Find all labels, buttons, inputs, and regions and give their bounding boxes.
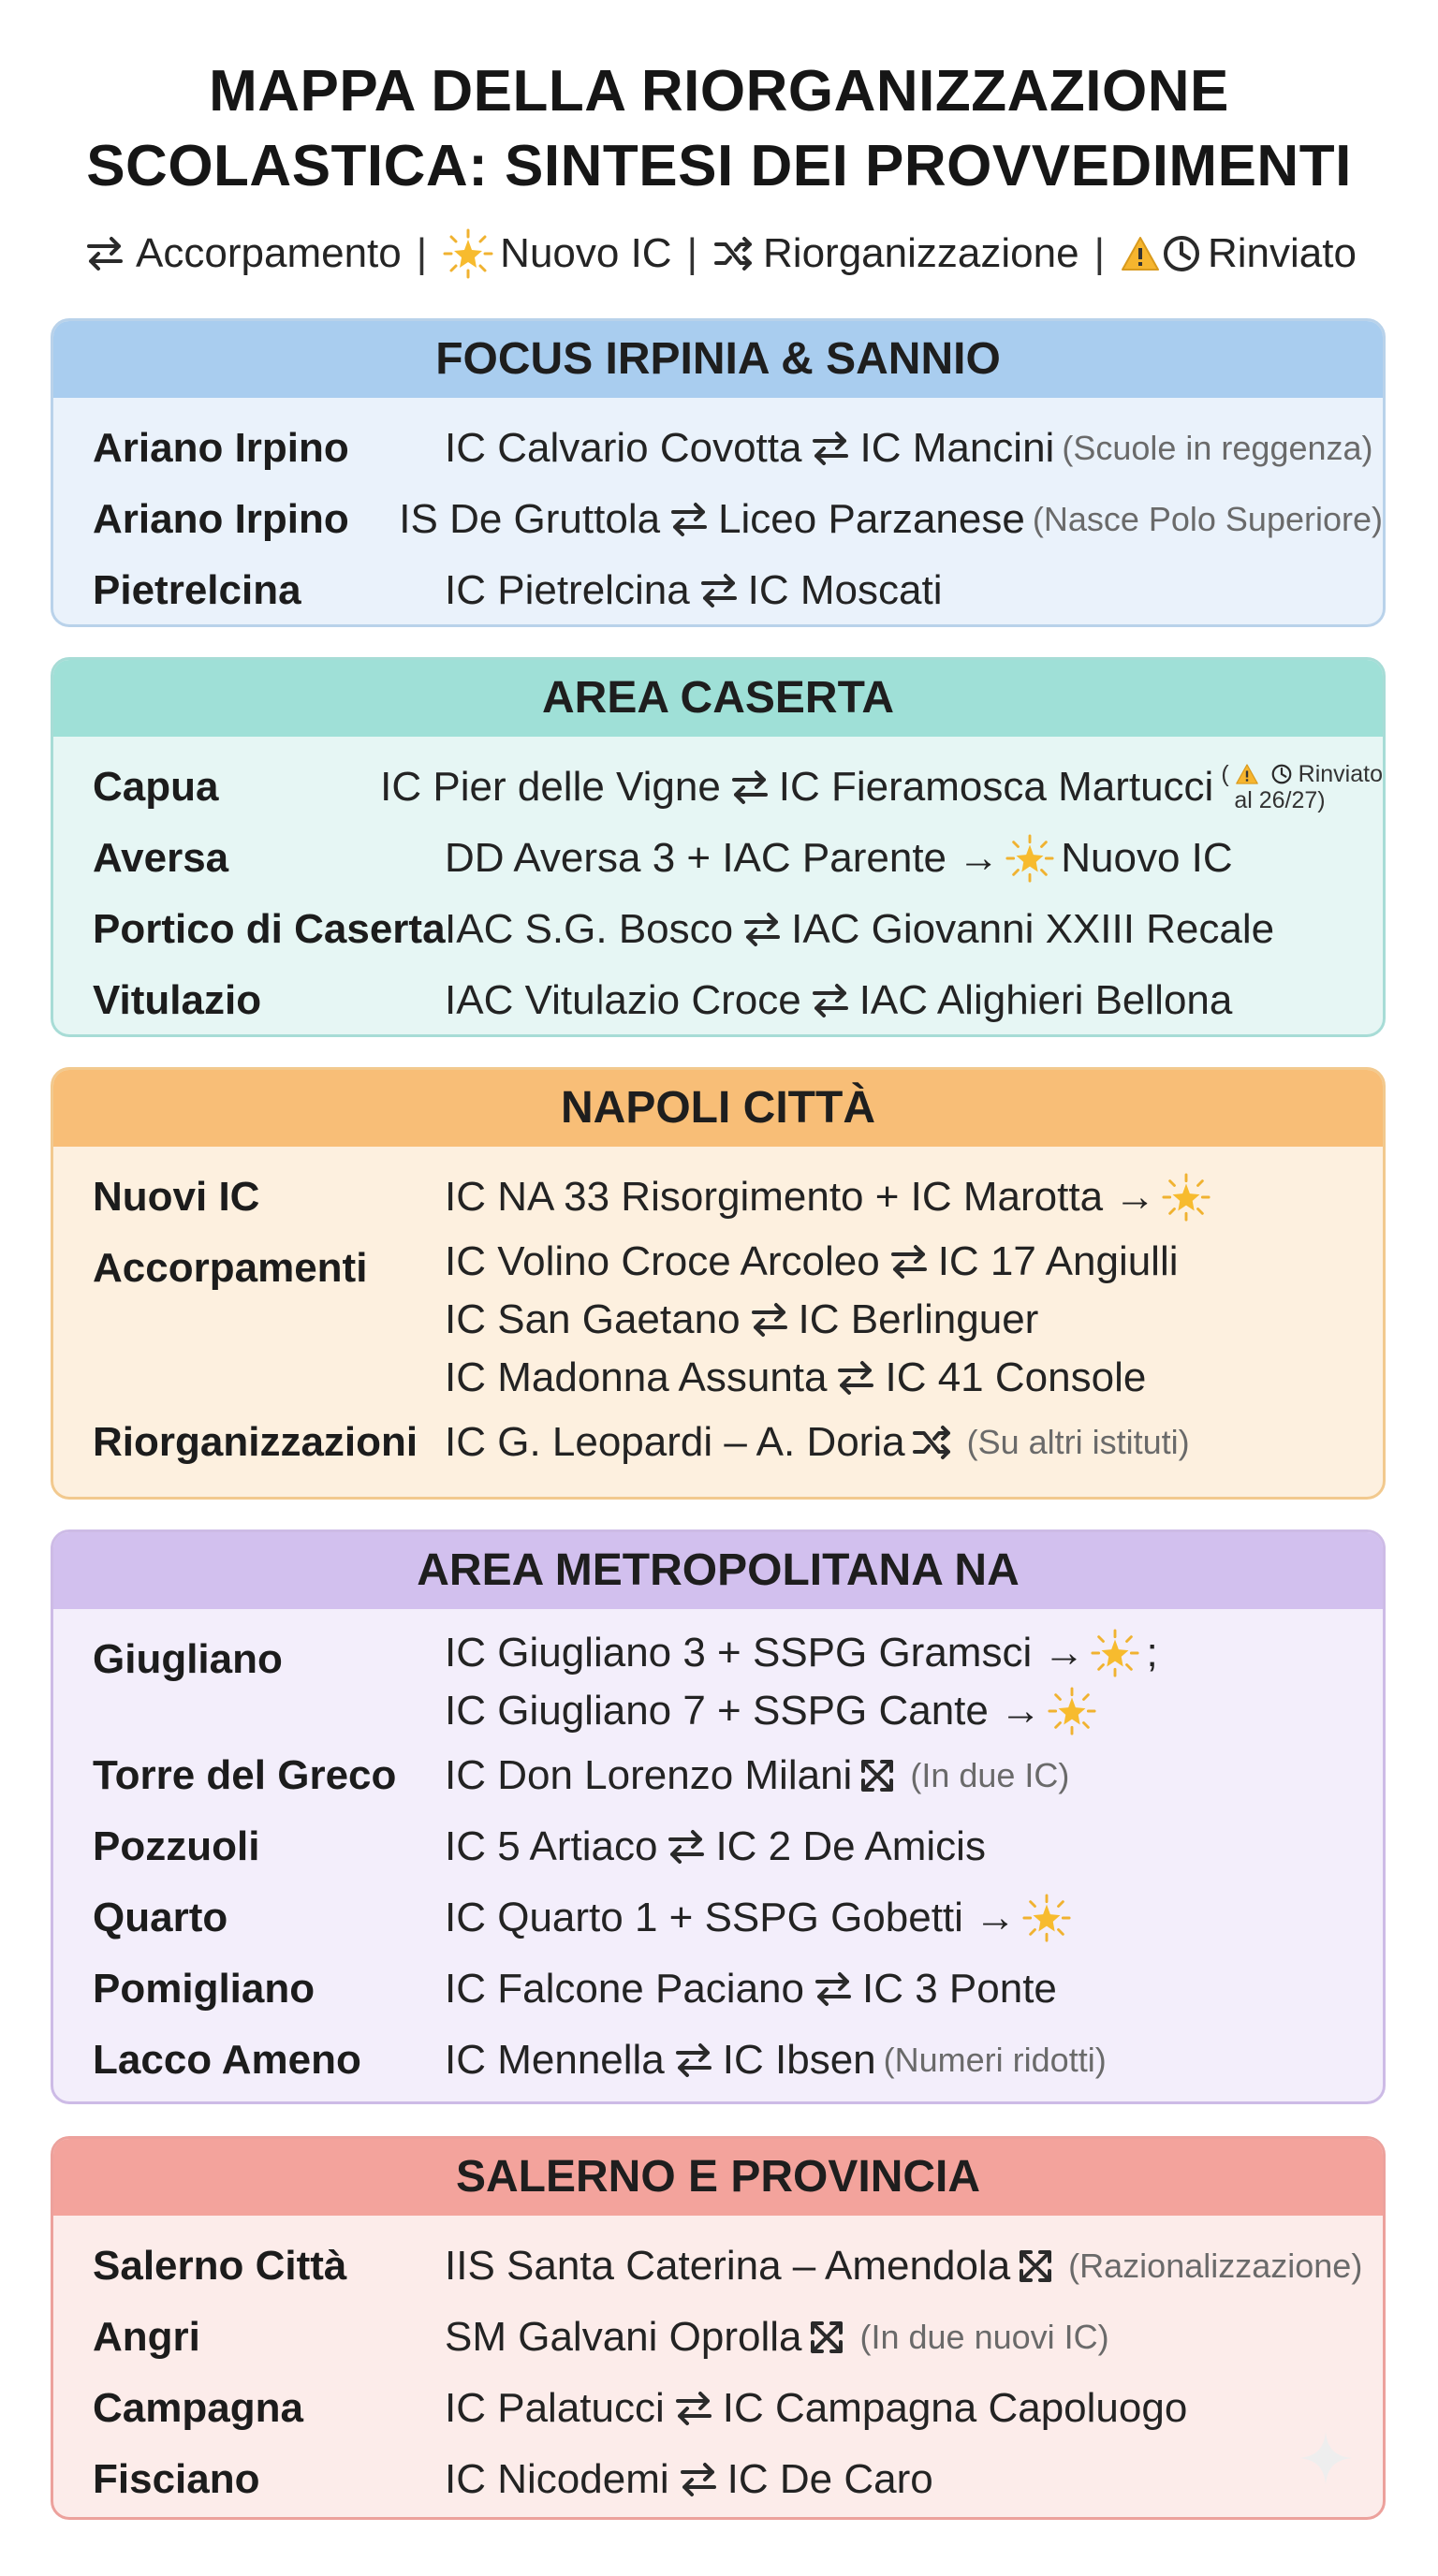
row-entries [445, 1811, 1383, 1882]
section-title: FOCUS IRPINIA & SANNIO [53, 321, 1383, 398]
table-row [53, 2025, 1383, 2096]
entry-text: IC 5 Artiaco [445, 1823, 658, 1869]
swap-arrows-icon [886, 1243, 932, 1281]
section-area-caserta [51, 657, 1386, 1037]
table-row [53, 2231, 1383, 2302]
row-entries [445, 894, 1383, 965]
legend-item-nuovo-ic [442, 227, 671, 280]
table-row [53, 2302, 1383, 2373]
warning-icon [1235, 763, 1259, 785]
row-entries [445, 1954, 1383, 2025]
row-entries [445, 823, 1383, 894]
row-label: Pomigliano [93, 1966, 315, 2012]
entry-note: (Scuole in reggenza) [1062, 429, 1373, 467]
row-entries [445, 555, 1383, 626]
entry-text: IAC Giovanni XXIII Recale [791, 906, 1275, 952]
swap-arrows-icon [675, 2461, 722, 2498]
table-row [53, 1407, 1383, 1478]
legend-separator: | [686, 230, 698, 276]
star-icon [1021, 1893, 1072, 1943]
section-salerno-provincia [51, 2136, 1386, 2520]
row-entries [445, 1624, 1383, 1740]
entry-text: IC San Gaetano [445, 1296, 741, 1342]
swap-arrows-icon [670, 2390, 717, 2427]
entry [445, 2025, 1383, 2096]
legend-item-rinviato [1120, 230, 1357, 277]
entry-note: (In due nuovi IC) [859, 2318, 1109, 2356]
entry-text: IC Pier delle Vigne [380, 764, 721, 810]
table-row [53, 2444, 1383, 2515]
row-label: Aversa [93, 835, 229, 881]
entry [445, 1682, 1383, 1740]
entry-note: (Numeri ridotti) [883, 2041, 1107, 2079]
row-label: Riorganizzazioni [93, 1419, 418, 1465]
title-line-1: MAPPA DELLA RIORGANIZZAZIONE [209, 59, 1229, 124]
postponed-paren: ( [1221, 761, 1229, 787]
entry [445, 1954, 1383, 2025]
row-label: Capua [93, 764, 219, 810]
entry-text: Liceo Parzanese [718, 496, 1025, 542]
legend-separator: | [416, 230, 428, 276]
section-napoli-citta [51, 1067, 1386, 1500]
entry [445, 1740, 1383, 1811]
section-area-metropolitana-na [51, 1530, 1386, 2104]
entry [399, 484, 1383, 555]
row-label: Campagna [93, 2385, 303, 2431]
row-label: Salerno Città [93, 2243, 347, 2289]
legend-item-accorpamento [81, 230, 402, 277]
star-icon [1161, 1172, 1211, 1222]
table-row [53, 1233, 1383, 1407]
entry-text: IC Mennella [445, 2037, 665, 2083]
entry-text: Nuovo IC [1061, 835, 1233, 881]
entry-text: IC Nicodemi [445, 2456, 669, 2502]
entry-text: IC Mancini [859, 425, 1055, 471]
row-entries [445, 413, 1383, 484]
row-entries [445, 965, 1383, 1036]
postponed-note-top [1221, 761, 1383, 787]
section-title: SALERNO E PROVINCIA [53, 2139, 1383, 2216]
entry-text: IIS Santa Caterina – Amendola [445, 2243, 1011, 2289]
shuffle-icon [911, 1424, 954, 1461]
star-icon [442, 227, 494, 280]
table-row [53, 752, 1383, 823]
entry [445, 1811, 1383, 1882]
postponed-note [1221, 761, 1383, 813]
swap-arrows-icon [807, 430, 854, 467]
entry [445, 1407, 1383, 1478]
entry [445, 1233, 1383, 1291]
warning-icon [1120, 235, 1161, 272]
section-title: AREA CASERTA [53, 660, 1383, 737]
sparkle-icon [1296, 2428, 1356, 2493]
entry-text: IC Berlinguer [798, 1296, 1039, 1342]
title-line-2: SCOLASTICA: SINTESI DEI PROVVEDIMENTI [86, 134, 1352, 198]
star-icon [1005, 833, 1055, 884]
swap-arrows-icon [663, 1828, 710, 1866]
row-entries [445, 2025, 1383, 2096]
entry [445, 894, 1383, 965]
entry [445, 413, 1383, 484]
entry-text: IC G. Leopardi – A. Doria [445, 1419, 905, 1465]
entry [445, 1349, 1383, 1407]
entry-note: (Nasce Polo Superiore) [1032, 500, 1383, 538]
entry-text: IC Falcone Paciano [445, 1966, 804, 2012]
row-entries [445, 2444, 1383, 2515]
section-body [53, 2216, 1383, 2515]
row-entries [445, 1162, 1383, 1233]
table-row [53, 484, 1383, 555]
page-title [0, 54, 1438, 204]
entry-text: IC Madonna Assunta [445, 1354, 828, 1400]
entry-text: IC Don Lorenzo Milani [445, 1752, 853, 1798]
swap-arrows-icon [666, 501, 712, 538]
row-label: Fisciano [93, 2456, 260, 2502]
table-row [53, 894, 1383, 965]
entry [445, 965, 1383, 1036]
row-label: Nuovi IC [93, 1174, 260, 1220]
row-label: Giugliano [93, 1636, 283, 1682]
entry-text: IC 17 Angiulli [937, 1238, 1179, 1284]
table-row [53, 1740, 1383, 1811]
row-label: Angri [93, 2314, 200, 2360]
entry-text: IC NA 33 Risorgimento + IC Marotta → [445, 1174, 1156, 1220]
entry-text: SM Galvani Oprolla [445, 2314, 802, 2360]
swap-arrows-icon [810, 1970, 857, 2008]
row-entries [445, 2373, 1383, 2444]
swap-arrows-icon [670, 2042, 717, 2079]
row-label: Accorpamenti [93, 1245, 368, 1291]
table-row [53, 1954, 1383, 2025]
entry-text: IC Moscati [747, 567, 943, 613]
section-title: AREA METROPOLITANA NA [53, 1532, 1383, 1609]
row-label: Quarto [93, 1895, 228, 1940]
entry-note: (Su altri istituti) [966, 1423, 1190, 1461]
section-body [53, 1609, 1383, 2096]
row-label: Vitulazio [93, 977, 262, 1023]
table-row [53, 823, 1383, 894]
postponed-date: al 26/27) [1234, 787, 1326, 813]
table-row [53, 1882, 1383, 1954]
split-arrows-icon [807, 2318, 846, 2357]
legend-label-accorpamento: Accorpamento [136, 230, 402, 276]
entry-text: IC Campagna Capoluogo [722, 2385, 1188, 2431]
swap-arrows-icon [832, 1359, 879, 1397]
section-body [53, 398, 1383, 626]
clock-icon [1161, 233, 1202, 274]
section-title: NAPOLI CITTÀ [53, 1070, 1383, 1147]
entry-text: IC Fieramosca Martucci [778, 764, 1214, 810]
legend-separator: | [1093, 230, 1105, 276]
section-irpinia-sannio [51, 318, 1386, 627]
entry [445, 555, 1383, 626]
swap-arrows-icon [807, 982, 854, 1019]
entry-text: DD Aversa 3 + IAC Parente → [445, 835, 1000, 881]
entry-text: IC Quarto 1 + SSPG Gobetti → [445, 1895, 1017, 1940]
row-label: Ariano Irpino [93, 425, 349, 471]
table-row [53, 1162, 1383, 1233]
row-entries [445, 1740, 1383, 1811]
entry-text: IC Calvario Covotta [445, 425, 802, 471]
table-row [53, 413, 1383, 484]
legend-label-nuovo-ic: Nuovo IC [500, 230, 672, 276]
row-label: Lacco Ameno [93, 2037, 361, 2083]
row-entries [445, 1882, 1383, 1954]
entry-text: IC De Caro [726, 2456, 933, 2502]
entry [445, 823, 1383, 894]
section-body [53, 737, 1383, 1036]
star-icon [1047, 1686, 1097, 1736]
entry-note: (Razionalizzazione) [1068, 2247, 1363, 2285]
entry [445, 2444, 1383, 2515]
entry-text: IC Palatucci [445, 2385, 665, 2431]
entry-text: IC Giugliano 3 + SSPG Gramsci → [445, 1630, 1085, 1676]
row-entries [380, 752, 1383, 823]
row-label: Ariano Irpino [93, 496, 349, 542]
split-arrows-icon [1016, 2247, 1055, 2286]
clock-icon [1270, 763, 1293, 785]
postponed-label: Rinviato [1298, 761, 1383, 787]
entry-text: IC Pietrelcina [445, 567, 690, 613]
entry [445, 2373, 1383, 2444]
entry-text: IC 41 Console [885, 1354, 1147, 1400]
table-row [53, 965, 1383, 1036]
swap-arrows-icon [696, 572, 742, 609]
row-entries [445, 1233, 1383, 1407]
shuffle-icon [712, 235, 756, 272]
entry [380, 752, 1383, 823]
swap-arrows-icon [726, 768, 773, 806]
entry-text: IC Ibsen [722, 2037, 876, 2083]
entry-text: IC Giugliano 7 + SSPG Cante → [445, 1688, 1042, 1734]
entry [445, 1291, 1383, 1349]
entry-text: IC 2 De Amicis [715, 1823, 986, 1869]
row-label: Torre del Greco [93, 1752, 397, 1798]
row-entries [399, 484, 1383, 555]
legend [0, 223, 1438, 285]
row-label: Pozzuoli [93, 1823, 260, 1869]
entry-text: IAC Alighieri Bellona [858, 977, 1233, 1023]
star-icon [1090, 1628, 1140, 1678]
row-entries [445, 2302, 1383, 2373]
swap-arrows-icon [739, 911, 785, 948]
entry [445, 2302, 1383, 2373]
table-row [53, 1624, 1383, 1740]
table-row [53, 1811, 1383, 1882]
entry-text: ; [1146, 1630, 1158, 1676]
entry-note: (In due IC) [910, 1756, 1070, 1794]
entry-text: IS De Gruttola [399, 496, 661, 542]
row-label: Portico di Caserta [93, 906, 446, 952]
legend-label-riorganizzazione: Riorganizzazione [763, 230, 1079, 276]
table-row [53, 2373, 1383, 2444]
split-arrows-icon [858, 1756, 897, 1795]
row-entries [445, 1407, 1383, 1478]
row-entries [445, 2231, 1383, 2302]
swap-arrows-icon [81, 235, 128, 272]
entry-text: IC Volino Croce Arcoleo [445, 1238, 880, 1284]
entry [445, 2231, 1383, 2302]
entry-text: IC 3 Ponte [862, 1966, 1057, 2012]
entry [445, 1624, 1383, 1682]
entry-text: IAC Vitulazio Croce [445, 977, 801, 1023]
swap-arrows-icon [746, 1301, 793, 1339]
table-row [53, 555, 1383, 626]
legend-label-rinviato: Rinviato [1208, 230, 1357, 276]
entry [445, 1882, 1383, 1954]
row-label: Pietrelcina [93, 567, 301, 613]
section-body [53, 1147, 1383, 1478]
legend-item-riorganizzazione [712, 230, 1079, 277]
entry-text: IAC S.G. Bosco [445, 906, 734, 952]
entry [445, 1162, 1383, 1233]
